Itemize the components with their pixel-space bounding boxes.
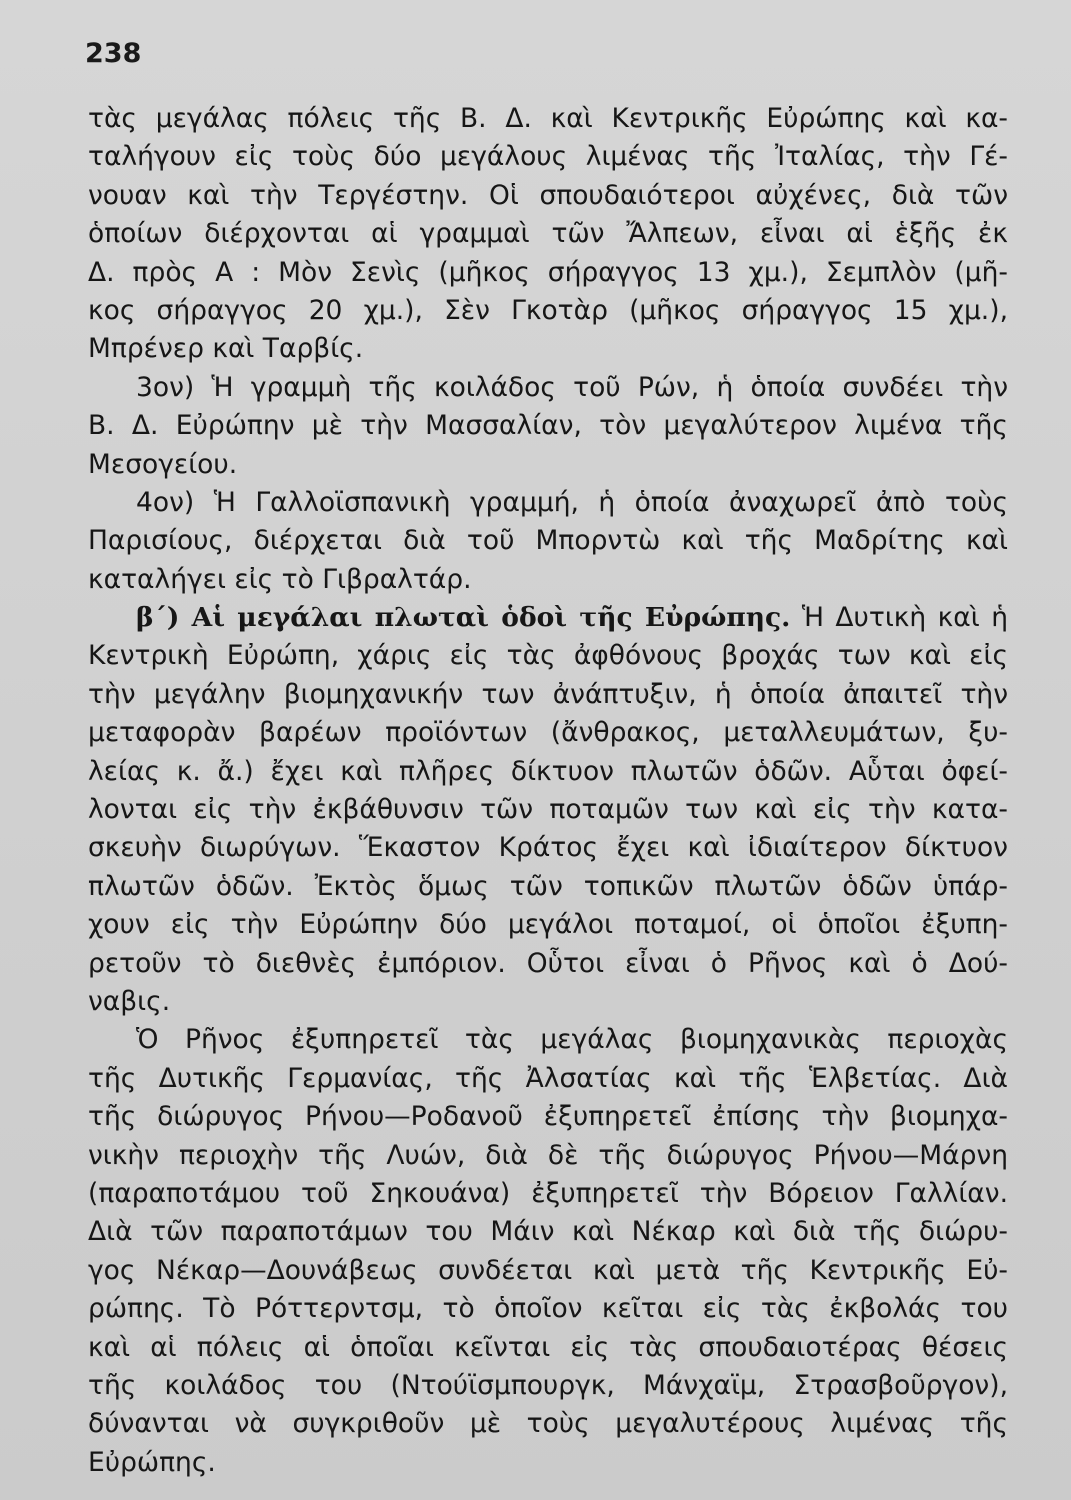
text-line (88, 138, 1008, 176)
text-line (88, 1060, 1008, 1098)
text-line (88, 868, 1008, 906)
text-line (88, 330, 1008, 368)
line-text: τῆς κοιλάδος του (Ντούϊσμπουργκ, Μάνχαϊμ, Στρασβοῦργον), (88, 1369, 1008, 1401)
line-text: νουαν καὶ τὴν Τεργέστην. Οἱ σπουδαιότεροι αὐχένες, διὰ τῶν (88, 179, 1008, 211)
text-line (88, 177, 1008, 215)
line-text: Β. Δ. Εὐρώπην μὲ τὴν Μασσαλίαν, τὸν μεγαλύτερον λιμένα τῆς (88, 410, 1008, 442)
text-line (88, 100, 1008, 138)
line-text: τῆς διώρυγος Ρήνου—Ροδανοῦ ἐξυπηρετεῖ ἐπίσης τὴν βιομηχα- (88, 1101, 1008, 1133)
line-text: (παραποτάμου τοῦ Σηκουάνα) ἐξυπηρετεῖ τὴν Βόρειον Γαλλίαν. (88, 1177, 1008, 1209)
line-text: νικὴν περιοχὴν τῆς Λυών, διὰ δὲ τῆς διώρυγος Ρήνου—Μάρνη (88, 1139, 1008, 1171)
section-heading: β΄) Αἱ μεγάλαι πλωταὶ ὁδοὶ τῆς Εὐρώπης. (136, 602, 791, 634)
line-text: γος Νέκαρ—Δουνάβεως συνδέεται καὶ μετὰ τῆς Κεντρικῆς Εὐ- (88, 1254, 1008, 1286)
text-line (88, 1098, 1008, 1136)
text-line (88, 484, 1008, 522)
line-text: Ἡ Δυτικὴ καὶ ἡ (790, 602, 1008, 634)
text-line (88, 983, 1008, 1021)
text-line (88, 829, 1008, 867)
line-text: ταλήγουν εἰς τοὺς δύο μεγάλους λιμένας τῆς Ἰταλίας, τὴν Γέ- (88, 141, 1008, 173)
line-text: τὴν μεγάλην βιομηχανικήν των ἀνάπτυξιν, ἡ ὁποία ἀπαιτεῖ τὴν (88, 678, 1008, 710)
line-text: 3ον) Ἡ γραμμὴ τῆς κοιλάδος τοῦ Ρών, ἡ ὁποία συνδέει τὴν (136, 371, 1008, 403)
text-line (88, 791, 1008, 829)
line-text: ὁποίων διέρχονται αἱ γραμμαὶ τῶν Ἄλπεων, εἶναι αἱ ἑξῆς ἐκ (88, 218, 1008, 250)
line-text: τὰς μεγάλας πόλεις τῆς Β. Δ. καὶ Κεντρικῆς Εὐρώπης καὶ κα- (88, 103, 1008, 134)
line-text: μεταφορὰν βαρέων προϊόντων (ἄνθρακος, μεταλλευμάτων, ξυ- (88, 717, 1008, 749)
line-text: καταλήγει εἰς τὸ Γιβραλτάρ. (88, 563, 472, 595)
text-line (88, 676, 1008, 714)
line-text: Ὁ Ρῆνος ἐξυπηρετεῖ τὰς μεγάλας βιομηχανικὰς περιοχὰς (136, 1024, 1008, 1056)
text-line (88, 407, 1008, 445)
line-text: δύνανται νὰ συγκριθοῦν μὲ τοὺς μεγαλυτέρους λιμένας τῆς (88, 1408, 1008, 1440)
line-text: Μεσογείου. (88, 448, 238, 480)
text-line (88, 1021, 1008, 1059)
text-line (88, 1252, 1008, 1290)
body-text (88, 100, 1008, 1482)
text-line (88, 906, 1008, 944)
text-line (88, 753, 1008, 791)
text-line (88, 369, 1008, 407)
line-text: ρώπης. Τὸ Ρόττερντσμ, τὸ ὁποῖον κεῖται εἰς τὰς ἐκβολάς του (88, 1293, 1008, 1325)
text-line (88, 215, 1008, 253)
line-text: Παρισίους, διέρχεται διὰ τοῦ Μπορντὼ καὶ τῆς Μαδρίτης καὶ (88, 525, 1008, 557)
line-text: πλωτῶν ὁδῶν. Ἐκτὸς ὅμως τῶν τοπικῶν πλωτῶν ὁδῶν ὑπάρ- (88, 870, 1008, 902)
line-text: καὶ αἱ πόλεις αἱ ὁποῖαι κεῖνται εἰς τὰς σπουδαιοτέρας θέσεις (88, 1331, 1008, 1363)
text-line (88, 1175, 1008, 1213)
line-text: σκευὴν διωρύγων. Ἕκαστον Κράτος ἔχει καὶ ἰδιαίτερον δίκτυον (88, 832, 1008, 864)
line-text: Εὐρώπης. (88, 1446, 216, 1478)
text-line (88, 599, 1008, 637)
text-line (88, 1329, 1008, 1367)
line-text: Διὰ τῶν παραποτάμων του Μάιν καὶ Νέκαρ καὶ διὰ τῆς διώρυ- (88, 1216, 1008, 1248)
text-line (88, 292, 1008, 330)
line-text: λείας κ. ἄ.) ἔχει καὶ πλῆρες δίκτυον πλωτῶν ὁδῶν. Αὗται ὀφεί- (88, 755, 1008, 787)
line-text: ναβις. (88, 985, 171, 1017)
text-line (88, 522, 1008, 560)
text-line (88, 637, 1008, 675)
text-line (88, 1290, 1008, 1328)
line-text: χουν εἰς τὴν Εὐρώπην δύο μεγάλοι ποταμοί, οἱ ὁποῖοι ἐξυπη- (88, 909, 1008, 941)
text-line (88, 1137, 1008, 1175)
text-line (88, 714, 1008, 752)
text-line (88, 1444, 1008, 1482)
text-line (88, 945, 1008, 983)
line-text: τῆς Δυτικῆς Γερμανίας, τῆς Ἀλσατίας καὶ τῆς Ἑλβετίας. Διὰ (88, 1062, 1008, 1094)
line-text: Κεντρικὴ Εὐρώπη, χάρις εἰς τὰς ἀφθόνους βροχάς των καὶ εἰς (88, 640, 1008, 672)
line-text: ρετοῦν τὸ διεθνὲς ἐμπόριον. Οὗτοι εἶναι ὁ Ρῆνος καὶ ὁ Δού- (88, 947, 1008, 979)
text-line (88, 254, 1008, 292)
line-text: Μπρένερ καὶ Ταρβίς. (88, 333, 364, 365)
text-line (88, 1367, 1008, 1405)
line-text: Δ. πρὸς Α : Μὸν Σενὶς (μῆκος σήραγγος 13 χμ.), Σεμπλὸν (μῆ- (88, 256, 1008, 288)
line-text: λονται εἰς τὴν ἐκβάθυνσιν τῶν ποταμῶν των καὶ εἰς τὴν κατα- (88, 794, 1008, 826)
text-line (88, 1405, 1008, 1443)
line-text: κος σήραγγος 20 χμ.), Σὲν Γκοτὰρ (μῆκος σήραγγος 15 χμ.), (88, 294, 1008, 326)
text-line (88, 446, 1008, 484)
text-line (88, 561, 1008, 599)
line-text: 4ον) Ἡ Γαλλοϊσπανικὴ γραμμή, ἡ ὁποία ἀναχωρεῖ ἀπὸ τοὺς (136, 486, 1008, 518)
text-line (88, 1213, 1008, 1251)
page-number: 238 (85, 38, 142, 69)
